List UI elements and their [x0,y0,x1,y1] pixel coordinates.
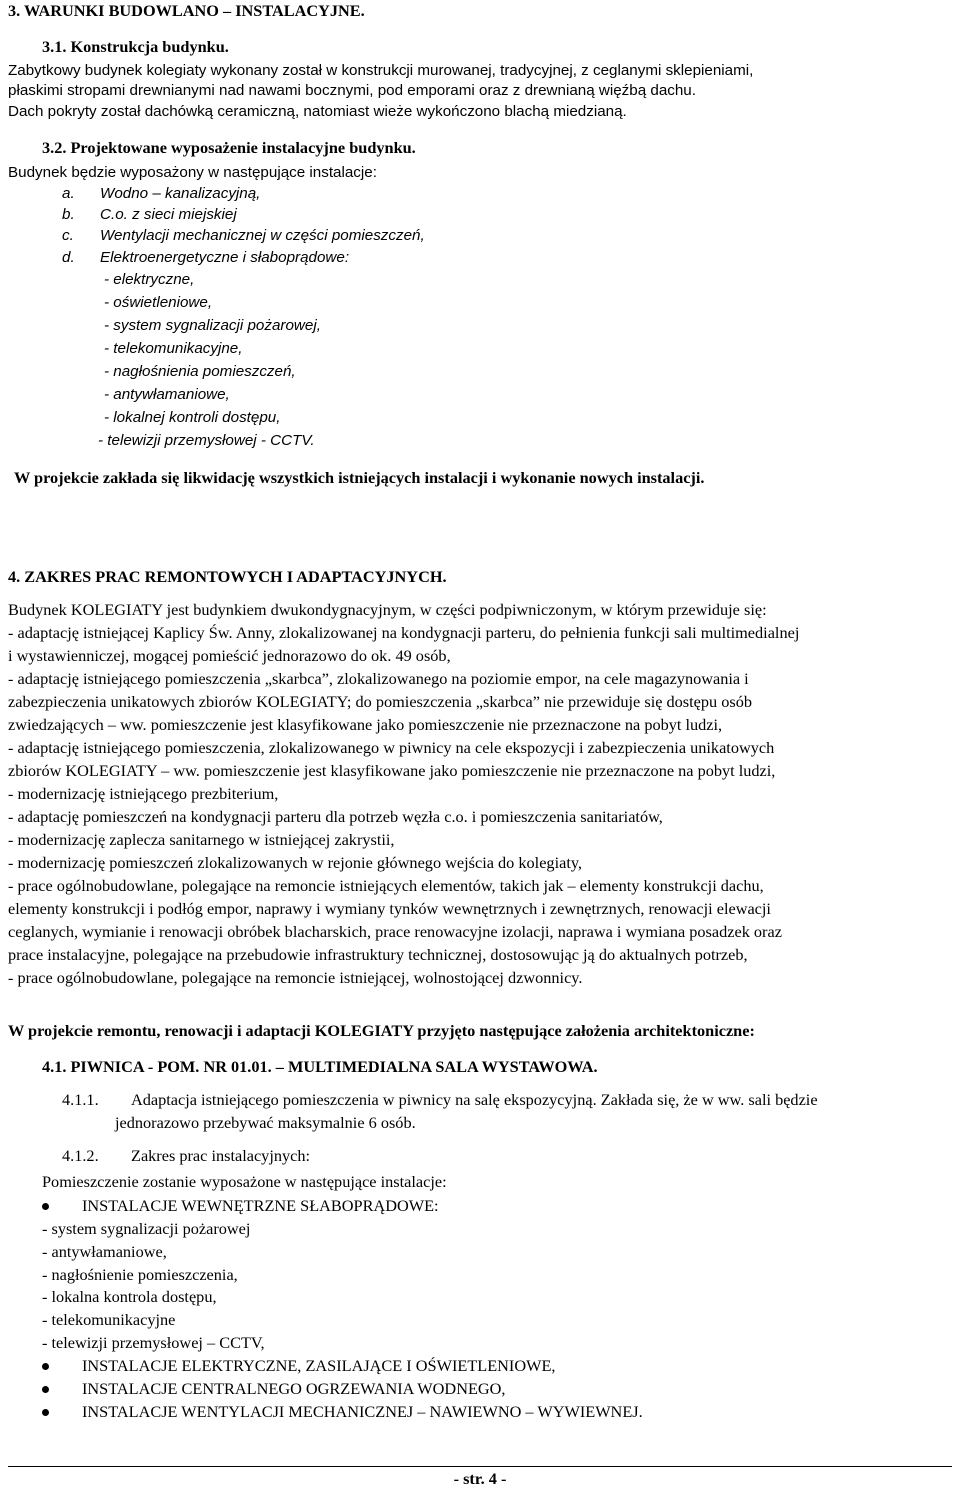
bullet-icon [42,1386,49,1393]
paragraph-line: ceglanych, wymianie i renowacji obróbek blacharskich, prace renowacyjne izolacji, naprawa i wymiana posadzek oraz [8,922,782,941]
weak-current-item: - nagłośnienie pomieszczenia, [42,1265,238,1284]
paragraph-line: elementy konstrukcji i podłóg empor, naprawy i wymiany tynków wewnętrznych i zewnętrznych, renowacji elewacji [8,899,771,918]
section-3-2-title: 3.2. Projektowane wyposażenie instalacyjne budynku. [42,138,416,157]
paragraph-line: zwiedzających – ww. pomieszczenie jest klasyfikowane jako pomieszczenie nie przeznaczone na pobyt ludzi, [8,715,723,734]
list-marker: b. [62,206,75,223]
paragraph-line: jednorazowo przebywać maksymalnie 6 osób. [115,1113,416,1132]
paragraph-line: - modernizację istniejącego prezbiterium, [8,784,279,803]
paragraph-line: - adaptację istniejącej Kaplicy Św. Anny, zlokalizowanej na kondygnacji parteru, do pełnienia funkcji sali multimedialnej [8,623,800,642]
weak-current-item: - telekomunikacyjne [42,1310,176,1329]
bullet-text: INSTALACJE WENTYLACJI MECHANICZNEJ – NAWIEWNO – WYWIEWNEJ. [82,1402,643,1421]
bullet-text: INSTALACJE WEWNĘTRZNE SŁABOPRĄDOWE: [82,1196,439,1215]
section-4-1-1-number: 4.1.1. [62,1090,99,1109]
paragraph-line: - modernizację pomieszczeń zlokalizowanych w rejonie głównego wejścia do kolegiaty, [8,853,582,872]
sublist-item: - elektryczne, [104,271,195,288]
bullet-text: INSTALACJE ELEKTRYCZNE, ZASILAJĄCE I OŚWIETLENIOWE, [82,1356,556,1375]
bullet-icon [42,1363,49,1370]
section-4-heading: 4. ZAKRES PRAC REMONTOWYCH I ADAPTACYJNYCH. [8,567,447,586]
paragraph-line: - adaptację pomieszczeń na kondygnacji parteru dla potrzeb węzła c.o. i pomieszczenia sanitariatów, [8,807,663,826]
sublist-item: - telewizji przemysłowej - CCTV. [98,432,315,449]
bullet-text: INSTALACJE CENTRALNEGO OGRZEWANIA WODNEGO, [82,1379,506,1398]
footer-divider [8,1466,952,1467]
weak-current-item: - antywłamaniowe, [42,1242,167,1261]
assumptions-heading: W projekcie remontu, renowacji i adaptacji KOLEGIATY przyjęto następujące założenia architektoniczne: [8,1021,755,1040]
sublist-item: - lokalnej kontroli dostępu, [104,409,281,426]
paragraph-line: - modernizację zaplecza sanitarnego w istniejącej zakrystii, [8,830,395,849]
page-number: - str. 4 - [453,1469,507,1488]
section-4-1-2-title: Zakres prac instalacyjnych: [131,1146,311,1165]
bullet-icon [42,1409,49,1416]
list-intro: Budynek będzie wyposażony w następujące instalacje: [8,164,377,181]
list-item: Elektroenergetyczne i słaboprądowe: [100,249,350,266]
paragraph-line: Budynek KOLEGIATY jest budynkiem dwukondygnacyjnym, w części podpiwniczonym, w którym przewiduje się: [8,600,767,619]
sublist-item: - nagłośnienia pomieszczeń, [104,363,296,380]
sublist-item: - oświetleniowe, [104,294,213,311]
list-item: Wentylacji mechanicznej w części pomieszczeń, [100,227,425,244]
sublist-item: - system sygnalizacji pożarowej, [104,317,321,334]
section-3-1-title: 3.1. Konstrukcja budynku. [42,37,229,56]
paragraph-line: Dach pokryty został dachówką ceramiczną, natomiast wieże wykończono blachą miedzianą. [8,103,627,120]
section-4-1-2-number: 4.1.2. [62,1146,99,1165]
paragraph-line: Pomieszczenie zostanie wyposażone w następujące instalacje: [42,1172,447,1191]
sublist-item: - telekomunikacyjne, [104,340,243,357]
paragraph-line: - prace ogólnobudowlane, polegające na remoncie istniejącej, wolnostojącej dzwonnicy. [8,968,583,987]
sublist-item: - antywłamaniowe, [104,386,230,403]
paragraph-line: - prace ogólnobudowlane, polegające na remoncie istniejących elementów, takich jak – elementy konstrukcji dachu, [8,876,764,895]
list-item: C.o. z sieci miejskiej [100,206,237,223]
list-marker: a. [62,185,75,202]
section-3-summary: W projekcie zakłada się likwidację wszystkich istniejących instalacji i wykonanie nowych instalacji. [14,468,705,487]
paragraph-line: - adaptację istniejącego pomieszczenia, zlokalizowanego w piwnicy na cele ekspozycji i zabezpieczenia unikatowych [8,738,775,757]
section-3-heading: 3. WARUNKI BUDOWLANO – INSTALACYJNE. [8,1,365,20]
list-marker: c. [62,227,74,244]
paragraph-line: płaskimi stropami drewnianymi nad nawami bocznymi, pod emporami oraz z drewnianą więźbą dachu. [8,82,696,99]
paragraph-line: i wystawienniczej, mogącej pomieścić jednorazowo do ok. 49 osób, [8,646,451,665]
weak-current-item: - system sygnalizacji pożarowej [42,1219,251,1238]
paragraph-line: Zabytkowy budynek kolegiaty wykonany został w konstrukcji murowanej, tradycyjnej, z ceglanymi sklepieniami, [8,62,754,79]
paragraph-line: prace instalacyjne, polegające na przebudowie infrastruktury technicznej, dostosowując ją do aktualnych potrzeb, [8,945,748,964]
weak-current-item: - lokalna kontrola dostępu, [42,1287,217,1306]
paragraph-line: - adaptację istniejącego pomieszczenia „skarbca”, zlokalizowanego na poziomie empor, na cele magazynowania i [8,669,749,688]
paragraph-line: zbiorów KOLEGIATY – ww. pomieszczenie jest klasyfikowane jako pomieszczenie nie przeznaczone na pobyt ludzi, [8,761,776,780]
list-marker: d. [62,249,75,266]
weak-current-item: - telewizji przemysłowej – CCTV, [42,1333,265,1352]
section-4-1-title: 4.1. PIWNICA - POM. NR 01.01. – MULTIMEDIALNA SALA WYSTAWOWA. [42,1057,598,1076]
paragraph-line: Adaptacja istniejącego pomieszczenia w piwnicy na salę ekspozycyjną. Zakłada się, że w ww. sali będzie [131,1090,818,1109]
paragraph-line: zabezpieczenia unikatowych zbiorów KOLEGIATY; do pomieszczenia „skarbca” nie przewiduje się dostępu osób [8,692,752,711]
bullet-icon [42,1203,49,1210]
list-item: Wodno – kanalizacyjną, [100,185,261,202]
